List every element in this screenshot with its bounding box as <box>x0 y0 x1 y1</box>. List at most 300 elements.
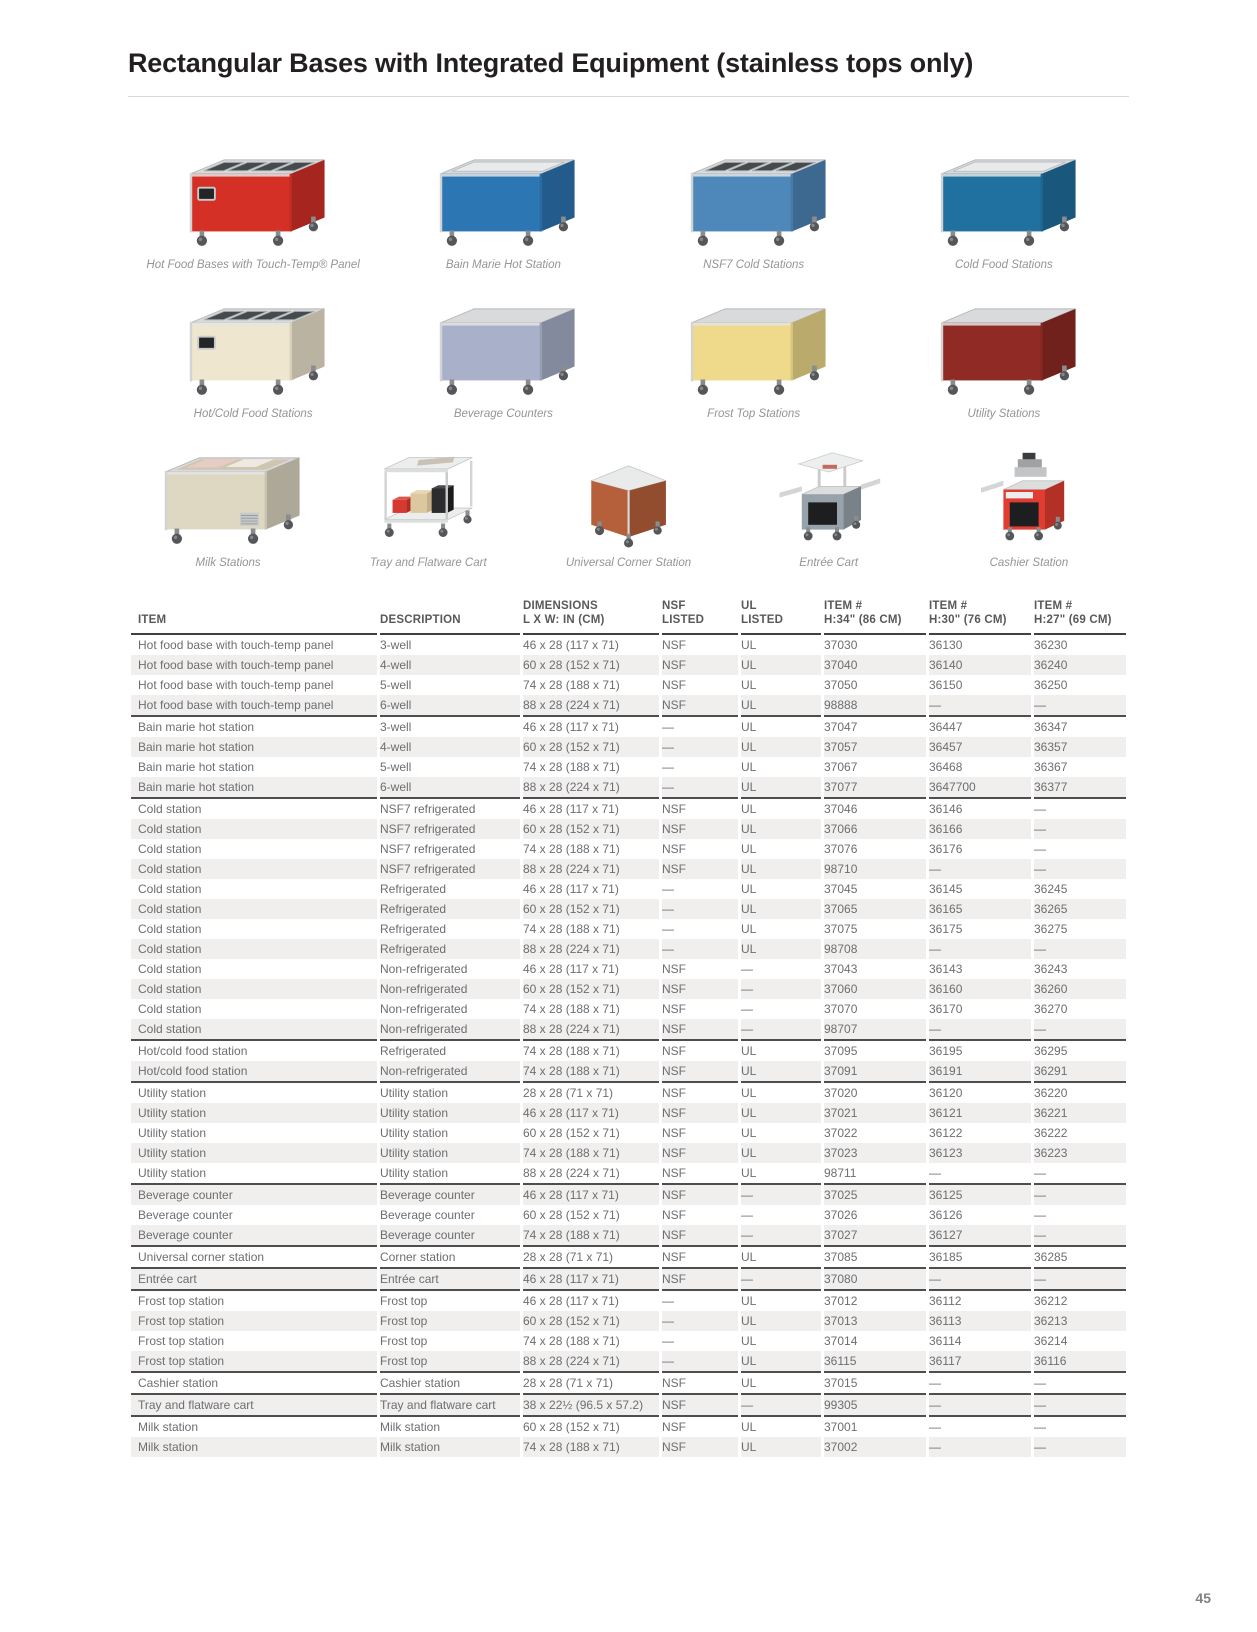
product-caption: Beverage Counters <box>453 408 553 420</box>
beverage-counter-image <box>424 293 582 400</box>
cell-h30: 36140 <box>929 655 1031 675</box>
cell-h34: 37065 <box>824 899 926 919</box>
cell-item: Hot/cold food station <box>138 1044 248 1058</box>
cell-nsf: — <box>662 1311 738 1331</box>
cell-h30: 36166 <box>929 819 1031 839</box>
cell-dimensions: 46 x 28 (117 x 71) <box>523 720 619 734</box>
cell-description: 3-well <box>380 720 412 734</box>
cell-item: Frost top station <box>131 1311 377 1331</box>
cell-h34: 37001 <box>824 1420 858 1434</box>
cell-nsf: NSF <box>662 1395 738 1417</box>
product-caption: NSF7 Cold Stations <box>703 259 805 271</box>
cell-nsf: NSF <box>662 1143 738 1163</box>
cell-h30: 36150 <box>929 678 963 692</box>
cell-description: 5-well <box>380 678 412 692</box>
table-row <box>131 1083 1126 1103</box>
cell-ul: — <box>741 962 753 976</box>
cell-h30: — <box>929 939 1031 959</box>
entree-cart-image <box>773 443 885 549</box>
cell-h27: — <box>1034 1208 1046 1222</box>
cell-dimensions: 28 x 28 (71 x 71) <box>523 1086 614 1100</box>
cell-description: Utility station <box>380 1143 520 1163</box>
cell-h30: 36114 <box>929 1334 962 1348</box>
cell-ul: UL <box>741 882 757 896</box>
cell-h27: 36377 <box>1034 777 1126 799</box>
cell-h27: 36213 <box>1034 1311 1126 1331</box>
cell-ul: — <box>741 1208 753 1222</box>
cell-item: Cold station <box>138 922 202 936</box>
milk-station-image <box>149 442 307 549</box>
column-header: ITEM <box>131 599 377 635</box>
cell-description: Refrigerated <box>380 939 520 959</box>
cell-ul: UL <box>741 695 821 717</box>
cell-h27: — <box>1034 802 1046 816</box>
cell-nsf: NSF <box>662 962 686 976</box>
cell-dimensions: 74 x 28 (188 x 71) <box>523 1061 659 1083</box>
cell-h30: — <box>929 1269 1031 1291</box>
product-figure <box>729 421 929 569</box>
cell-description: NSF7 refrigerated <box>380 859 520 879</box>
cell-h34: 99305 <box>824 1395 926 1417</box>
table-body <box>131 635 1126 1457</box>
cell-item: Cold station <box>131 939 377 959</box>
cell-h27: — <box>1034 1269 1126 1291</box>
gallery-row <box>128 272 1129 420</box>
cell-h30: 36145 <box>929 882 963 896</box>
cell-description: Utility station <box>380 1086 449 1100</box>
cell-nsf: NSF <box>662 1086 686 1100</box>
cell-h27: — <box>1034 1185 1126 1205</box>
cell-h27: 36230 <box>1034 638 1068 652</box>
cell-ul: UL <box>741 655 821 675</box>
cell-h34: 37060 <box>824 979 926 999</box>
cell-ul: UL <box>741 1294 757 1308</box>
cell-dimensions: 74 x 28 (188 x 71) <box>523 1044 620 1058</box>
cell-description: Entrée cart <box>380 1269 520 1291</box>
cell-h30: 36468 <box>929 760 963 774</box>
table-row <box>131 655 1126 675</box>
title-divider <box>128 96 1129 97</box>
cell-ul: — <box>741 1002 753 1016</box>
cell-dimensions: 74 x 28 (188 x 71) <box>523 1143 659 1163</box>
cell-dimensions: 60 x 28 (152 x 71) <box>523 655 659 675</box>
table-row <box>131 1417 1126 1437</box>
product-caption: Milk Stations <box>195 557 261 569</box>
cell-item: Bain marie hot station <box>138 720 255 734</box>
cell-nsf: NSF <box>662 678 686 692</box>
cell-h30: — <box>929 1437 1031 1457</box>
cell-ul: UL <box>741 819 821 839</box>
product-figure <box>528 421 728 569</box>
cell-description: Utility station <box>380 1103 520 1123</box>
product-caption: Utility Stations <box>967 408 1041 420</box>
cell-h30: 36143 <box>929 962 963 976</box>
cell-item: Milk station <box>131 1437 377 1457</box>
cell-description: Beverage counter <box>380 1185 520 1205</box>
cell-ul: — <box>741 1185 821 1205</box>
cell-h27: 36285 <box>1034 1247 1126 1269</box>
cell-h34: 37095 <box>824 1044 858 1058</box>
cell-dimensions: 46 x 28 (117 x 71) <box>523 638 619 652</box>
cell-h27: 36240 <box>1034 655 1126 675</box>
table-row <box>131 717 1126 737</box>
cell-item: Bain marie hot station <box>131 737 377 757</box>
cell-nsf: NSF <box>662 1163 738 1185</box>
cell-h30: 36120 <box>929 1086 963 1100</box>
cell-h34: 37045 <box>824 882 858 896</box>
cell-ul: — <box>741 1019 821 1041</box>
cell-nsf: NSF <box>662 695 738 717</box>
cell-description: Non-refrigerated <box>380 962 468 976</box>
cell-h30: 36175 <box>929 922 963 936</box>
cell-dimensions: 74 x 28 (188 x 71) <box>523 1437 659 1457</box>
cell-item: Universal corner station <box>131 1247 377 1269</box>
cell-h27: — <box>1034 819 1126 839</box>
cell-dimensions: 46 x 28 (117 x 71) <box>523 1103 659 1123</box>
cell-nsf: NSF <box>662 1019 738 1041</box>
cell-h34: 98888 <box>824 695 926 717</box>
table-row <box>131 1351 1126 1373</box>
cell-ul: UL <box>741 1420 757 1434</box>
cell-h27: — <box>1034 1395 1126 1417</box>
cell-item: Bain marie hot station <box>138 760 255 774</box>
product-caption: Cold Food Stations <box>954 259 1053 271</box>
cell-nsf: NSF <box>662 1225 738 1247</box>
cell-item: Utility station <box>138 1126 207 1140</box>
cell-h30: 36130 <box>929 638 963 652</box>
cell-dimensions: 60 x 28 (152 x 71) <box>523 979 659 999</box>
cell-dimensions: 88 x 28 (224 x 71) <box>523 939 659 959</box>
table-header-row <box>131 599 1126 635</box>
table-row <box>131 939 1126 959</box>
cell-h34: 37012 <box>824 1294 858 1308</box>
cell-h34: 37050 <box>824 678 858 692</box>
cell-item: Utility station <box>138 1086 207 1100</box>
cell-h30: 36117 <box>929 1351 1031 1373</box>
product-figure <box>378 123 628 271</box>
cell-nsf: NSF <box>662 1247 738 1269</box>
cell-description: Tray and flatware cart <box>380 1395 520 1417</box>
cell-h27: 36265 <box>1034 899 1126 919</box>
cell-h27: 36116 <box>1034 1351 1126 1373</box>
column-header: DESCRIPTION <box>380 599 520 635</box>
cell-h34: 98708 <box>824 939 926 959</box>
cell-description: Milk station <box>380 1437 520 1457</box>
cell-ul: UL <box>741 939 821 959</box>
cell-h27: — <box>1034 1019 1126 1041</box>
cell-ul: UL <box>741 678 757 692</box>
cell-nsf: — <box>662 720 674 734</box>
table-row <box>131 1373 1126 1395</box>
cell-ul: UL <box>741 802 757 816</box>
cell-nsf: NSF <box>662 842 686 856</box>
cell-nsf: NSF <box>662 1269 738 1291</box>
cell-h34: 37080 <box>824 1269 926 1291</box>
cell-nsf: NSF <box>662 1437 738 1457</box>
cell-description: Frost top <box>380 1351 520 1373</box>
product-gallery <box>128 123 1129 569</box>
cell-item: Beverage counter <box>131 1185 377 1205</box>
table-row <box>131 1291 1126 1311</box>
table-row <box>131 675 1126 695</box>
cell-h34: 37021 <box>824 1103 926 1123</box>
cold-food-station-image <box>925 144 1083 251</box>
cell-nsf: NSF <box>662 802 686 816</box>
cell-h30: 36126 <box>929 1208 963 1222</box>
cell-description: Non-refrigerated <box>380 1061 520 1083</box>
column-header: ITEM # H:30" (76 CM) <box>929 599 1031 635</box>
cell-item: Cold station <box>138 1002 202 1016</box>
table-row <box>131 1103 1126 1123</box>
table-row <box>131 777 1126 799</box>
table-row <box>131 1395 1126 1417</box>
product-figure <box>128 421 328 569</box>
cell-description: Utility station <box>380 1163 520 1185</box>
cell-description: Beverage counter <box>380 1208 475 1222</box>
product-figure <box>929 421 1129 569</box>
cell-h34: 37025 <box>824 1185 926 1205</box>
column-header: UL LISTED <box>741 599 821 635</box>
cell-h27: 36270 <box>1034 1002 1068 1016</box>
cell-h27: — <box>1034 1437 1126 1457</box>
cell-item: Cold station <box>138 802 202 816</box>
cell-dimensions: 60 x 28 (152 x 71) <box>523 1208 620 1222</box>
cell-item: Cold station <box>131 979 377 999</box>
cell-description: Frost top <box>380 1294 428 1308</box>
product-caption: Frost Top Stations <box>707 408 801 420</box>
product-figure <box>629 123 879 271</box>
cell-item: Utility station <box>131 1143 377 1163</box>
cell-ul: UL <box>741 1351 821 1373</box>
product-figure <box>128 272 378 420</box>
cell-description: Utility station <box>380 1126 449 1140</box>
cell-nsf: NSF <box>662 979 738 999</box>
cell-item: Cold station <box>131 899 377 919</box>
cell-ul: UL <box>741 1163 821 1185</box>
table-row <box>131 879 1126 899</box>
cell-ul: UL <box>741 1061 821 1083</box>
column-header: DIMENSIONS L X W: IN (CM) <box>523 599 659 635</box>
cell-dimensions: 74 x 28 (188 x 71) <box>523 1334 620 1348</box>
cell-ul: UL <box>741 859 821 879</box>
cell-description: 6-well <box>380 695 520 717</box>
cell-ul: UL <box>741 737 821 757</box>
cell-description: NSF7 refrigerated <box>380 842 476 856</box>
cell-description: Refrigerated <box>380 1044 447 1058</box>
cell-dimensions: 74 x 28 (188 x 71) <box>523 1002 620 1016</box>
cell-item: Cold station <box>138 842 202 856</box>
cell-ul: UL <box>741 1126 757 1140</box>
cell-h27: 36250 <box>1034 678 1068 692</box>
cell-item: Bain marie hot station <box>131 777 377 799</box>
product-figure <box>328 421 528 569</box>
cell-item: Entrée cart <box>131 1269 377 1291</box>
cell-ul: UL <box>741 1247 821 1269</box>
product-caption: Universal Corner Station <box>565 557 692 569</box>
cell-h34: 37077 <box>824 777 926 799</box>
cell-nsf: NSF <box>662 1126 686 1140</box>
cell-h30: 3647700 <box>929 777 1031 799</box>
cell-description: Non-refrigerated <box>380 979 520 999</box>
cell-h27: 36291 <box>1034 1061 1126 1083</box>
product-caption: Bain Marie Hot Station <box>445 259 561 271</box>
cell-h34: 37027 <box>824 1225 926 1247</box>
cell-h27: — <box>1034 859 1126 879</box>
cell-item: Hot food base with touch-temp panel <box>131 655 377 675</box>
cell-dimensions: 88 x 28 (224 x 71) <box>523 695 659 717</box>
cell-dimensions: 38 x 22½ (96.5 x 57.2) <box>523 1395 659 1417</box>
nsf7-cold-station-image <box>675 144 833 251</box>
cell-description: Cashier station <box>380 1373 520 1395</box>
cell-item: Beverage counter <box>131 1225 377 1247</box>
page-number: 45 <box>1195 1590 1211 1606</box>
cell-item: Hot food base with touch-temp panel <box>138 638 334 652</box>
cell-item: Hot/cold food station <box>131 1061 377 1083</box>
table-row <box>131 1163 1126 1185</box>
product-figure <box>128 123 378 271</box>
cell-h30: 36170 <box>929 1002 963 1016</box>
cell-description: Frost top <box>380 1311 520 1331</box>
cell-h34: 37047 <box>824 720 858 734</box>
cell-h27: 36212 <box>1034 1294 1068 1308</box>
cell-ul: UL <box>741 1044 757 1058</box>
cell-h30: 36447 <box>929 720 963 734</box>
cell-nsf: NSF <box>662 638 686 652</box>
cell-description: 3-well <box>380 638 412 652</box>
spec-table <box>128 599 1129 1457</box>
cell-h27: 36221 <box>1034 1103 1126 1123</box>
cell-ul: UL <box>741 899 821 919</box>
cell-dimensions: 28 x 28 (71 x 71) <box>523 1247 659 1269</box>
cell-nsf: — <box>662 1334 674 1348</box>
cell-h27: — <box>1034 1163 1126 1185</box>
cashier-station-image <box>973 443 1085 549</box>
cell-h30: — <box>929 1163 1031 1185</box>
cell-h27: — <box>1034 842 1046 856</box>
product-figure <box>378 272 628 420</box>
cell-nsf: — <box>662 737 738 757</box>
cell-description: Refrigerated <box>380 899 520 919</box>
cell-dimensions: 60 x 28 (152 x 71) <box>523 819 659 839</box>
cell-item: Utility station <box>131 1103 377 1123</box>
cell-item: Cold station <box>131 859 377 879</box>
cell-description: NSF7 refrigerated <box>380 819 520 839</box>
cell-h30: — <box>929 1420 941 1434</box>
cell-nsf: NSF <box>662 1061 738 1083</box>
cell-h30: 36191 <box>929 1061 1031 1083</box>
cell-h27: — <box>1034 1225 1126 1247</box>
cell-h30: — <box>929 1019 1031 1041</box>
column-header: ITEM # H:27" (69 CM) <box>1034 599 1126 635</box>
cell-dimensions: 28 x 28 (71 x 71) <box>523 1373 659 1395</box>
cell-item: Tray and flatware cart <box>131 1395 377 1417</box>
table-row <box>131 1437 1126 1457</box>
cell-dimensions: 88 x 28 (224 x 71) <box>523 1163 659 1185</box>
cell-ul: UL <box>741 638 757 652</box>
cell-dimensions: 74 x 28 (188 x 71) <box>523 922 620 936</box>
cell-h30: 36122 <box>929 1126 963 1140</box>
gallery-row <box>128 421 1129 569</box>
cell-h30: 36123 <box>929 1143 1031 1163</box>
product-figure <box>879 272 1129 420</box>
cell-h30: 36185 <box>929 1247 1031 1269</box>
cell-nsf: NSF <box>662 1420 686 1434</box>
cell-nsf: — <box>662 1294 674 1308</box>
cell-h27: 36220 <box>1034 1086 1068 1100</box>
cell-item: Hot food base with touch-temp panel <box>138 678 334 692</box>
cell-dimensions: 74 x 28 (188 x 71) <box>523 760 620 774</box>
table-row <box>131 1143 1126 1163</box>
table-row <box>131 1041 1126 1061</box>
cell-h30: 36457 <box>929 737 1031 757</box>
cell-h34: 37076 <box>824 842 858 856</box>
product-caption: Hot/Cold Food Stations <box>193 408 313 420</box>
page-title: Rectangular Bases with Integrated Equipment (stainless tops only) <box>128 48 974 78</box>
cell-dimensions: 46 x 28 (117 x 71) <box>523 802 619 816</box>
column-header: NSF LISTED <box>662 599 738 635</box>
cell-h27: — <box>1034 1373 1126 1395</box>
cell-nsf: — <box>662 922 674 936</box>
cell-h34: 37026 <box>824 1208 858 1222</box>
cell-ul: UL <box>741 777 821 799</box>
cell-ul: UL <box>741 1086 757 1100</box>
cell-dimensions: 60 x 28 (152 x 71) <box>523 899 659 919</box>
cell-h34: 98707 <box>824 1019 926 1041</box>
table-row <box>131 757 1126 777</box>
cell-ul: UL <box>741 720 757 734</box>
cell-h27: — <box>1034 695 1126 717</box>
cell-description: NSF7 refrigerated <box>380 802 476 816</box>
cell-ul: UL <box>741 1334 757 1348</box>
cell-h30: 36125 <box>929 1185 1031 1205</box>
cell-h34: 37070 <box>824 1002 858 1016</box>
cell-item: Frost top station <box>138 1294 225 1308</box>
cell-item: Frost top station <box>138 1334 225 1348</box>
cell-h27: 36260 <box>1034 979 1126 999</box>
table-row <box>131 1185 1126 1205</box>
cell-h34: 37014 <box>824 1334 858 1348</box>
cell-description: Non-refrigerated <box>380 1019 520 1041</box>
cell-h27: — <box>1034 939 1126 959</box>
cell-item: Utility station <box>131 1163 377 1185</box>
cell-h34: 37022 <box>824 1126 858 1140</box>
cell-item: Cashier station <box>131 1373 377 1395</box>
cell-nsf: NSF <box>662 819 738 839</box>
cell-nsf: — <box>662 882 674 896</box>
cell-h30: — <box>929 859 1031 879</box>
cell-nsf: NSF <box>662 1208 686 1222</box>
cell-nsf: — <box>662 760 674 774</box>
table-row <box>131 899 1126 919</box>
cell-ul: UL <box>741 922 757 936</box>
cell-h30: — <box>929 1373 1031 1395</box>
cell-dimensions: 46 x 28 (117 x 71) <box>523 882 619 896</box>
cell-h34: 37002 <box>824 1437 926 1457</box>
cell-dimensions: 46 x 28 (117 x 71) <box>523 962 619 976</box>
product-figure <box>879 123 1129 271</box>
column-header: ITEM # H:34" (86 CM) <box>824 599 926 635</box>
cell-h27: 36214 <box>1034 1334 1068 1348</box>
bain-marie-image <box>424 144 582 251</box>
cell-h34: 37091 <box>824 1061 926 1083</box>
cell-dimensions: 46 x 28 (117 x 71) <box>523 1185 659 1205</box>
cell-h34: 37075 <box>824 922 858 936</box>
cell-ul: UL <box>741 1437 821 1457</box>
cell-description: 4-well <box>380 655 520 675</box>
cell-h30: 36121 <box>929 1103 1031 1123</box>
utility-station-image <box>925 293 1083 400</box>
cell-dimensions: 88 x 28 (224 x 71) <box>523 1351 659 1373</box>
